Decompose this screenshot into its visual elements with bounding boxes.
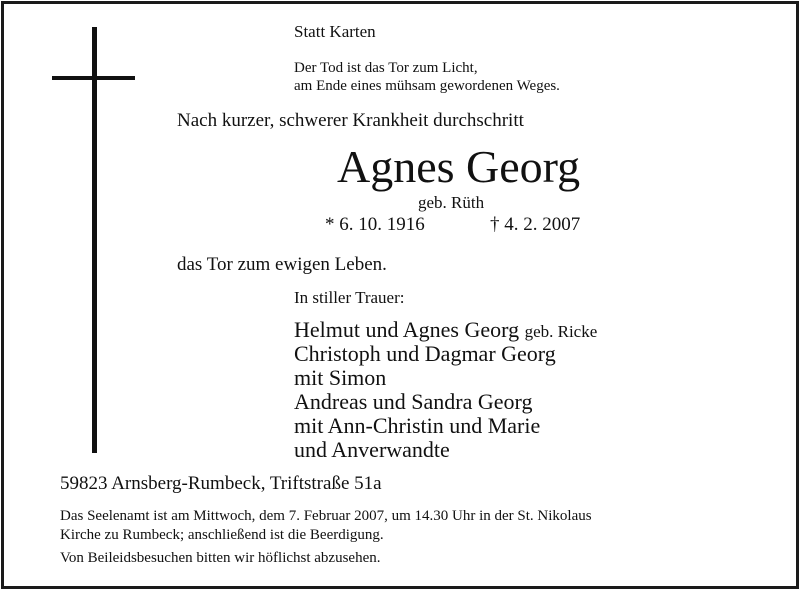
mourning-intro: In stiller Trauer: bbox=[294, 288, 405, 307]
birth-date: * 6. 10. 1916 bbox=[325, 214, 425, 235]
mourner-line: mit Ann-Christin und Marie bbox=[294, 413, 541, 438]
cross-icon-bar bbox=[52, 76, 135, 80]
address: 59823 Arnsberg-Rumbeck, Triftstraße 51a bbox=[60, 473, 382, 494]
mourner-note: geb. Ricke bbox=[524, 322, 598, 341]
quote-line-1: Der Tod ist das Tor zum Licht, bbox=[294, 60, 478, 76]
deceased-name: Agnes Georg bbox=[337, 141, 581, 192]
mourner-name: Helmut und Agnes Georg bbox=[294, 317, 520, 342]
mourner-line: Christoph und Dagmar Georg bbox=[294, 341, 556, 366]
quote-line-2: am Ende eines mühsam gewordenen Weges. bbox=[294, 78, 560, 94]
mourner-line: mit Simon bbox=[294, 365, 387, 390]
mourner-line: und Anverwandte bbox=[294, 437, 450, 462]
intro-text: Nach kurzer, schwerer Krankheit durchschritt bbox=[177, 110, 524, 131]
service-line-1: Das Seelenamt ist am Mittwoch, dem 7. Februar 2007, um 14.30 Uhr in der St. Nikolaus bbox=[60, 508, 592, 524]
continuation-text: das Tor zum ewigen Leben. bbox=[177, 254, 387, 275]
maiden-name: geb. Rüth bbox=[418, 193, 485, 212]
header-text: Statt Karten bbox=[294, 22, 376, 41]
mourner-line: Andreas und Sandra Georg bbox=[294, 389, 533, 414]
condolence-note: Von Beileidsbesuchen bitten wir höflichst abzusehen. bbox=[60, 550, 381, 566]
death-date: † 4. 2. 2007 bbox=[490, 214, 581, 235]
service-line-2: Kirche zu Rumbeck; anschließend ist die Beerdigung. bbox=[60, 527, 384, 543]
cross-icon bbox=[92, 27, 97, 453]
